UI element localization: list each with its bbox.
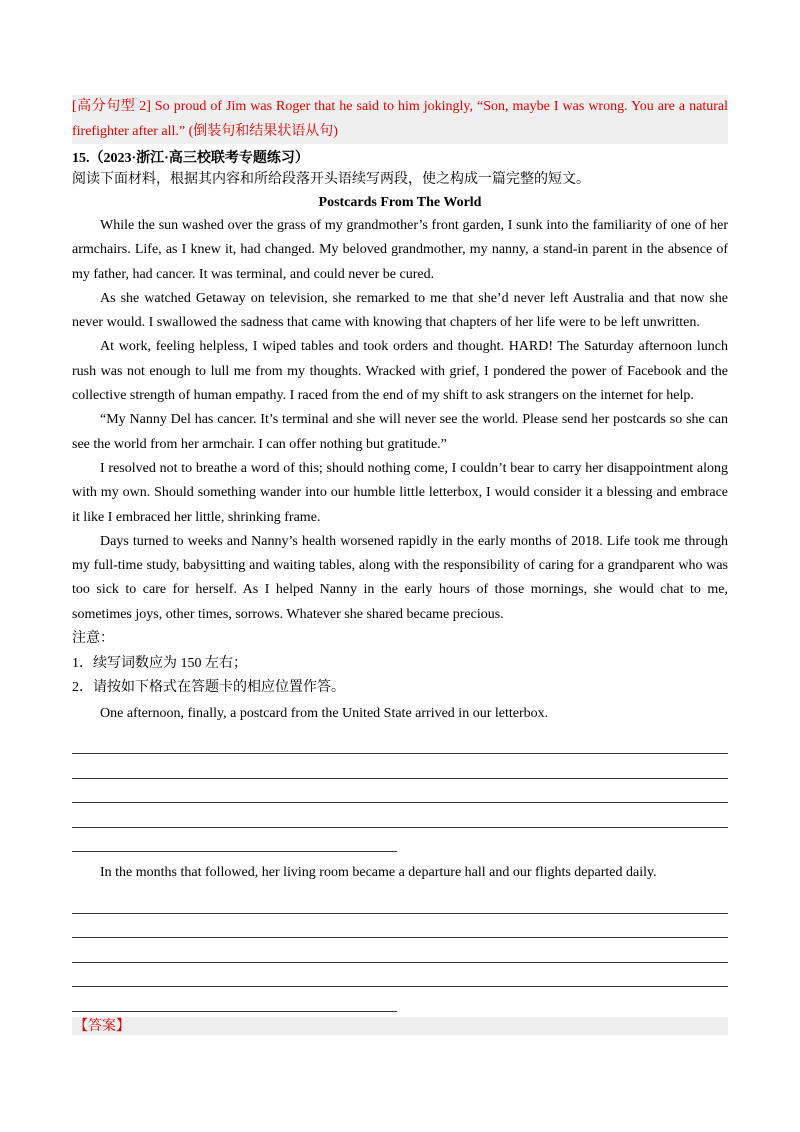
passage-paragraph: Days turned to weeks and Nanny’s health worsened rapidly in the early months of 2018. Life took me through my full-time study, babysitting and waiting tables, along with the responsibility of caring for a grandparent who was too sick to care for herself. As I helped Nanny in the early hours of those mornings, she would chat to me, sometimes joys, other times, sorrows. Whatever she shared became precious. — [72, 533, 728, 622]
passage-paragraph: While the sun washed over the grass of my grandmother’s front garden, I sunk into the familiarity of one of her armchairs. Life, as I knew it, had changed. My beloved grandmother, my nanny, a stand-in parent in the absence of my father, had cancer. It was terminal, and could never be cured. — [72, 218, 728, 282]
passage-title: Postcards From The World — [318, 195, 482, 210]
writing-line[interactable] — [72, 889, 728, 914]
question-instruction: 阅读下面材料，根据其内容和所给段落开头语续写两段，使之构成一篇完整的短文。 — [72, 172, 590, 187]
high-score-sentence-block — [72, 95, 728, 144]
sentence-note: (倒装句和结果状语从句) — [185, 123, 338, 139]
note-item: 1．续写词数应为 150 左右； — [72, 655, 247, 671]
passage-paragraph: At work, feeling helpless, I wiped tables and took orders and thought. HARD! The Saturday afternoon lunch rush was not enough to lull me from my thoughts. Wracked with grief, I pondered the power of Facebook and the collective strength of human empathy. I raced from the end of my shift to ask strangers on the internet for help. — [72, 339, 728, 404]
continuation-opening-1: One afternoon, finally, a postcard from the United State arrived in our letterbox. — [100, 705, 549, 721]
writing-line[interactable] — [72, 754, 728, 779]
notes-label: 注意： — [72, 631, 114, 647]
passage-paragraph: “My Nanny Del has cancer. It’s terminal and she will never see the world. Please send her postcards so she can see the world from her armchair. I can offer nothing but gratitude.” — [72, 412, 728, 452]
continuation-opening-2: In the months that followed, her living room became a departure hall and our flights departed daily. — [100, 865, 657, 881]
writing-line[interactable] — [72, 987, 397, 1012]
writing-line[interactable] — [72, 803, 728, 828]
document-page — [72, 95, 728, 1035]
passage-paragraph: I resolved not to breathe a word of this; should nothing come, I couldn’t bear to carry her disappointment along with my own. Should something wander into our humble little letterbox, I would consider it a blessing and embrace it like I embraced her little, shrinking frame. — [72, 460, 728, 525]
writing-line[interactable] — [72, 730, 728, 755]
passage-body — [72, 214, 728, 627]
sentence-text: So proud of Jim was Roger that he said to him jokingly, “Son, maybe I was wrong. You are a natural firefighter after all.” — [72, 99, 728, 139]
writing-line[interactable] — [72, 779, 728, 804]
writing-line[interactable] — [72, 828, 397, 853]
writing-line[interactable] — [72, 938, 728, 963]
passage-paragraph: As she watched Getaway on television, she remarked to me that she’d never left Australia and that now she never would. I swallowed the sadness that came with knowing that chapters of her life were to be left unwritten. — [72, 290, 728, 331]
question-number-source: 15.（2023·浙江·高三校联考专题练习） — [72, 151, 309, 166]
writing-line[interactable] — [72, 963, 728, 988]
sentence-tag: [高分句型 2] — [72, 99, 151, 114]
writing-line[interactable] — [72, 914, 728, 939]
answer-label: 【答案】 — [72, 1017, 728, 1035]
note-item: 2．请按如下格式在答题卡的相应位置作答。 — [72, 680, 345, 696]
writing-lines-1[interactable] — [72, 730, 728, 853]
writing-lines-2[interactable] — [72, 889, 728, 1012]
